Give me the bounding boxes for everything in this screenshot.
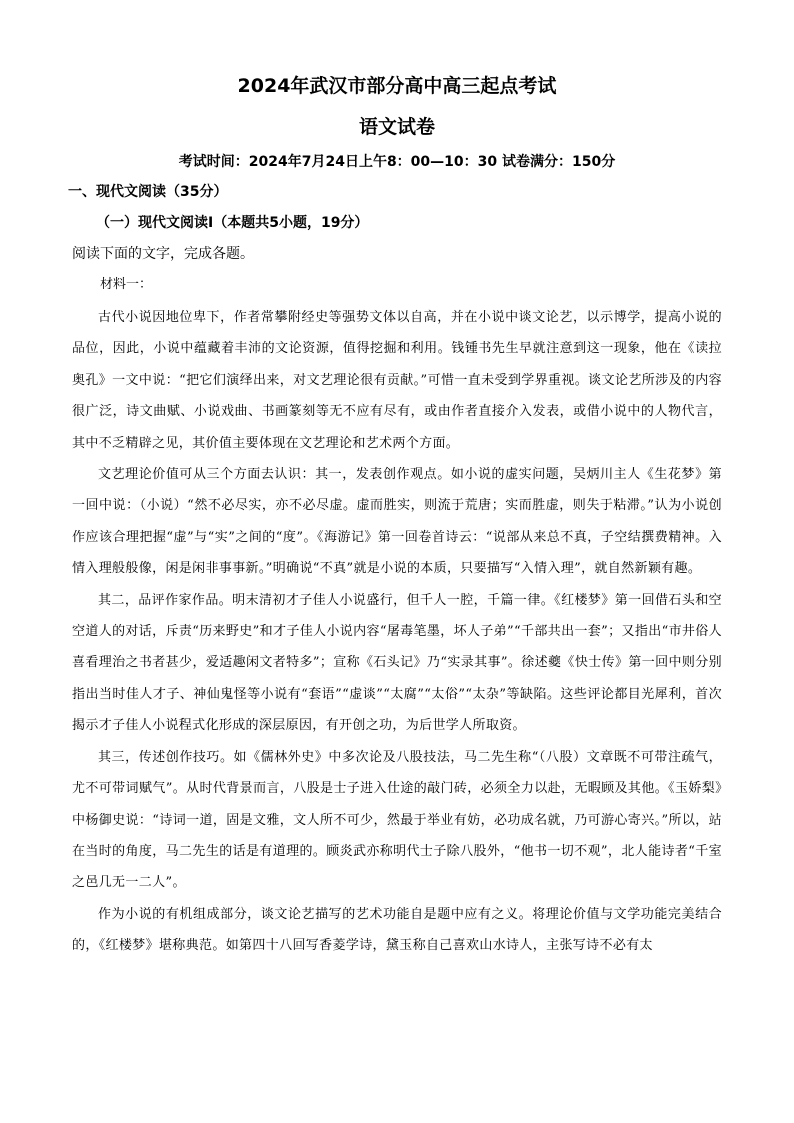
passage-paragraph: 作为小说的有机组成部分，谈文论艺描写的艺术功能自是题中应有之义。将理论价值与文学功能完美结合的，《红楼梦》堪称典范。如第四十八回写香菱学诗，黛玉称自己喜欢山水诗人，主张写诗不必有太 [72, 906, 722, 954]
passage-paragraph: 其三，传述创作技巧。如《儒林外史》中多次论及八股技法，马二先生称“（八股）文章既不可带注疏气，尤不可带词赋气”。从时代背景而言，八股是士子进入仕途的敲门砖，必须全力以赴，无暇顾及其他。《玉娇梨》中杨御史说：“诗词一道，固是文雅，文人所不可少，然最于举业有妨，必功成名就，乃可游心寄兴。”所以，站在当时的角度，马二先生的话是有道理的。顾炎武亦称明代士子除八股外，“他书一切不观”，北人能诗者“千室之邑几无一二人”。 [72, 749, 722, 891]
passage-body [72, 302, 722, 962]
subsection-heading: （一）现代文阅读Ⅰ（本题共5小题，19分） [96, 215, 369, 231]
paper-subtitle: 语文试卷 [358, 116, 435, 138]
reading-instruction: 阅读下面的文字，完成各题。 [72, 246, 254, 262]
passage-paragraph: 其二，品评作家作品。明末清初才子佳人小说盛行，但千人一腔，千篇一律。《红楼梦》第一回借石头和空空道人的对话，斥责“历来野史”和才子佳人小说内容“屠毒笔墨，坏人子弟”“千部共出一套”；又指出“市井俗人喜看理治之书者甚少，爱适趣闲文者特多”；宣称《石头记》乃“实录其事”。徐述夔《快士传》第一回中则分别指出当时佳人才子、神仙鬼怪等小说有“套语”“虚谈”“太腐”“太俗”“太杂”等缺陷。这些评论都目光犀利，首次揭示才子佳人小说程式化形成的深层原因，有开创之功，为后世学人所取资。 [72, 592, 722, 734]
exam-info-line: 考试时间：2024年7月24日上午8：00—10：30 试卷满分：150分 [178, 154, 616, 170]
passage-paragraph: 古代小说因地位卑下，作者常攀附经史等强势文体以自高，并在小说中谈文论艺，以示博学，提高小说的品位，因此，小说中蕴藏着丰沛的文论资源，值得挖掘和利用。钱锺书先生早就注意到这一现象，他在《读拉奥孔》一文中说：“把它们演绎出来，对文艺理论很有贡献。”可惜一直未受到学界重视。谈文论艺所涉及的内容很广泛，诗文曲赋、小说戏曲、书画篆刻等无不应有尽有，或由作者直接介入发表，或借小说中的人物代言，其中不乏精辟之见，其价值主要体现在文艺理论和艺术两个方面。 [72, 310, 722, 451]
section-heading: 一、现代文阅读（35分） [68, 184, 228, 200]
exam-title: 2024年武汉市部分高中高三起点考试 [237, 75, 557, 97]
material-label: 材料一： [100, 277, 153, 292]
passage-paragraph: 文艺理论价值可从三个方面去认识：其一，发表创作观点。如小说的虚实问题，吴炳川主人《生花梦》第一回中说：（小说）“然不必尽实，亦不必尽虚。虚而胜实，则流于荒唐；实而胜虚，则失于粘滞。”认为小说创作应该合理把握“虚”与“实”之间的“度”。《海游记》第一回卷首诗云：“说部从来总不真，子空结撰费精神。入情入理般般像，闲是闲非事事新。”明确说“不真”就是小说的本质，只要描写“入情入理”，就自然新颖有趣。 [72, 467, 722, 577]
